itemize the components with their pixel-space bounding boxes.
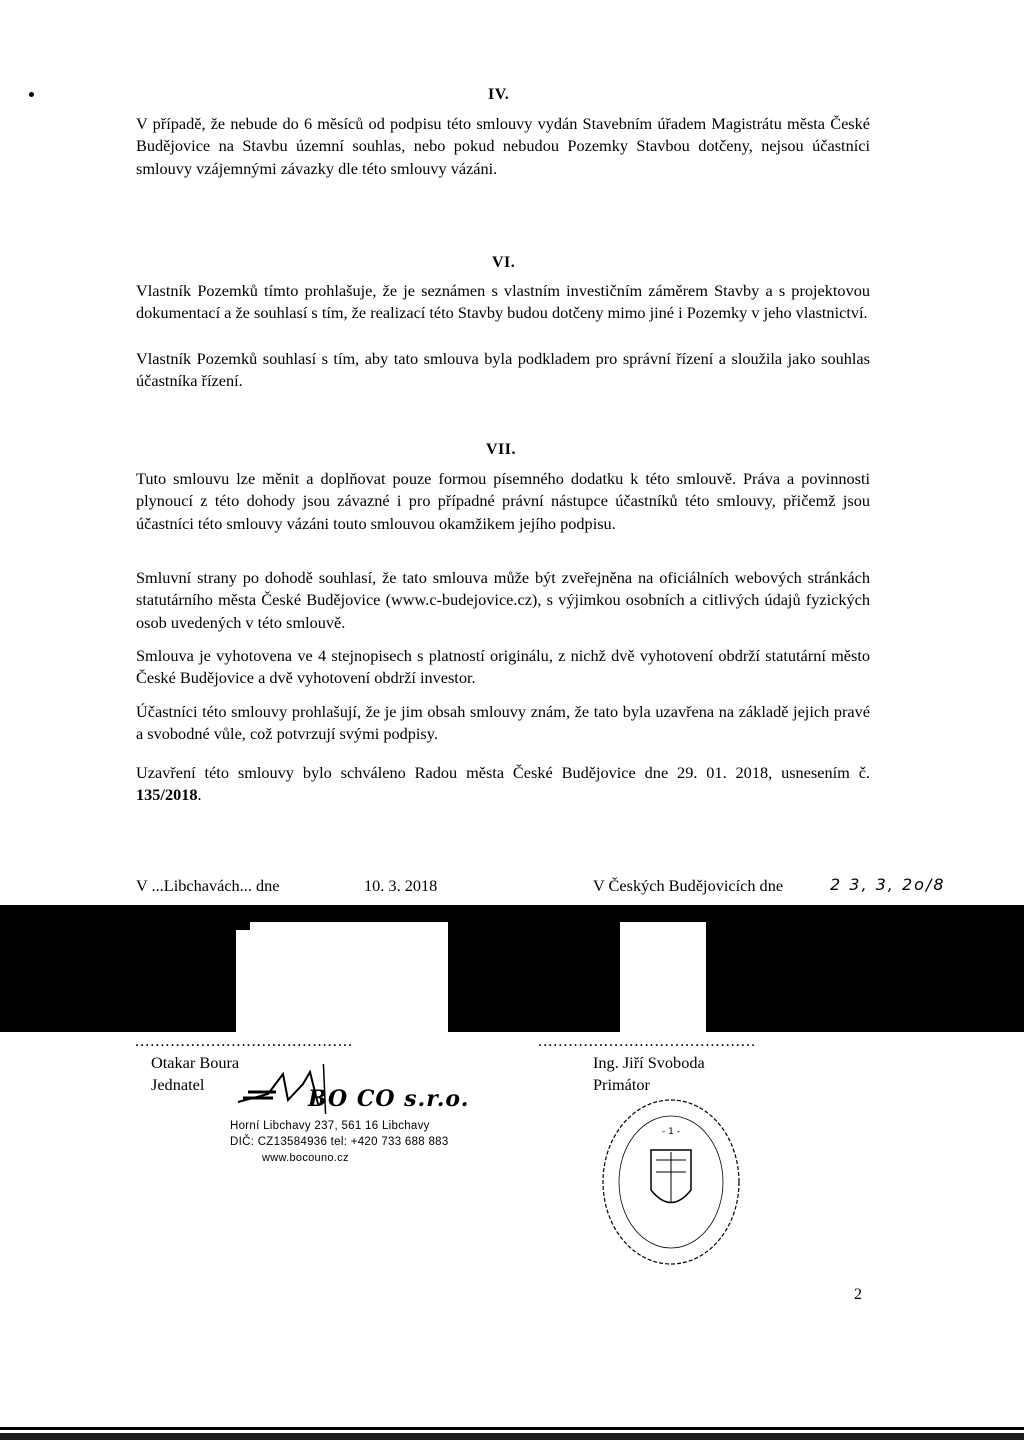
- left-signatory-name: Otakar Boura: [151, 1053, 240, 1072]
- city-seal-icon: [596, 1090, 746, 1270]
- scan-dot: [29, 92, 34, 97]
- right-signatory-role: Primátor: [593, 1075, 650, 1094]
- section-iv-paragraph: V případě, že nebude do 6 měsíců od podpisu této smlouvy vydán Stavebním úřadem Magistrátu města České Budějovice na Stavbu územní souhlas, nebo pokud nebudou Pozemky Stavbou dotčeny, nejsou účastníci smlouvy vzájemnými závazky dle této smlouvy vázáni.: [136, 114, 870, 178]
- left-signature-dots: ...........................................: [135, 1031, 354, 1050]
- section-vii-paragraph-2: Smluvní strany po dohodě souhlasí, že tato smlouva může být zveřejněna na oficiálních webových stránkách statutárního města České Budějovice (www.c-budejovice.cz), s výjimkou osobních a citlivých údajů fyzických osob uvedených v této smlouvě.: [136, 568, 870, 632]
- redaction-middle: [448, 922, 620, 1032]
- redaction-strip: [236, 922, 250, 930]
- section-heading-vii: VII.: [486, 441, 517, 458]
- approval-text: Uzavření této smlouvy bylo schváleno Radou města České Budějovice dne 29. 01. 2018, usnesením č.: [136, 763, 870, 782]
- right-signature-dots: ...........................................: [538, 1031, 757, 1050]
- section-vi-paragraph-1: Vlastník Pozemků tímto prohlašuje, že je seznámen s vlastním investičním záměrem Stavby a s projektovou dokumentací a že souhlasí s tím, že realizací této Stavby budou dotčeny mimo jiné i Pozemky v jeho vlastnictví.: [136, 281, 870, 323]
- right-handwritten-date: 2 3, 3, 2o/8: [830, 875, 946, 894]
- scan-edge-band: [0, 1433, 1024, 1440]
- redaction-right: [706, 922, 1024, 1032]
- company-address: Horní Libchavy 237, 561 16 Libchavy: [230, 1120, 430, 1132]
- right-signatory-name: Ing. Jiří Svoboda: [593, 1053, 705, 1072]
- section-vii-paragraph-4: Účastníci této smlouvy prohlašují, že je jim obsah smlouvy znám, že tato byla uzavřena na základě jejich pravé a svobodné vůle, což potvrzují svými podpisy.: [136, 702, 870, 744]
- left-date: 10. 3. 2018: [364, 876, 438, 895]
- company-logo: BO CO s.r.o.: [308, 1086, 470, 1112]
- redaction-top-band: [0, 905, 1024, 922]
- section-heading-vi: VI.: [492, 254, 516, 271]
- section-vii-paragraph-3: Smlouva je vyhotovena ve 4 stejnopisech s platností originálu, z nichž dvě vyhotovení obdrží statutární město České Budějovice a dvě vyhotovení obdrží investor.: [136, 646, 870, 688]
- company-stamp: [228, 1080, 488, 1180]
- seal-mark: - 1 -: [662, 1127, 680, 1137]
- company-web: www.bocouno.cz: [262, 1152, 349, 1164]
- page-number: 2: [854, 1286, 862, 1303]
- left-place-date: V ...Libchavách... dne: [136, 876, 280, 895]
- resolution-number: 135/2018: [136, 785, 198, 805]
- approval-end: .: [197, 785, 202, 805]
- section-vi-paragraph-2: Vlastník Pozemků souhlasí s tím, aby tato smlouva byla podkladem pro správní řízení a sloužila jako souhlas účastníka řízení.: [136, 349, 870, 391]
- company-ids: DIČ: CZ13584936 tel: +420 733 688 883: [230, 1136, 449, 1148]
- redaction-left-margin: [0, 922, 236, 1032]
- scan-edge-line: [0, 1427, 1024, 1430]
- section-heading-iv: IV.: [488, 86, 510, 103]
- left-signatory-role: Jednatel: [151, 1075, 205, 1094]
- section-vii-paragraph-1: Tuto smlouvu lze měnit a doplňovat pouze formou písemného dodatku k této smlouvě. Práva a povinnosti plynoucí z této dohody jsou závazné i pro případné právní nástupce účastníků této smlouvy, přičemž jsou účastníci této smlouvy vázáni touto smlouvou okamžikem jejího podpisu.: [136, 469, 870, 533]
- right-place-date: V Českých Budějovicích dne: [593, 876, 784, 895]
- approval-paragraph: [136, 762, 870, 807]
